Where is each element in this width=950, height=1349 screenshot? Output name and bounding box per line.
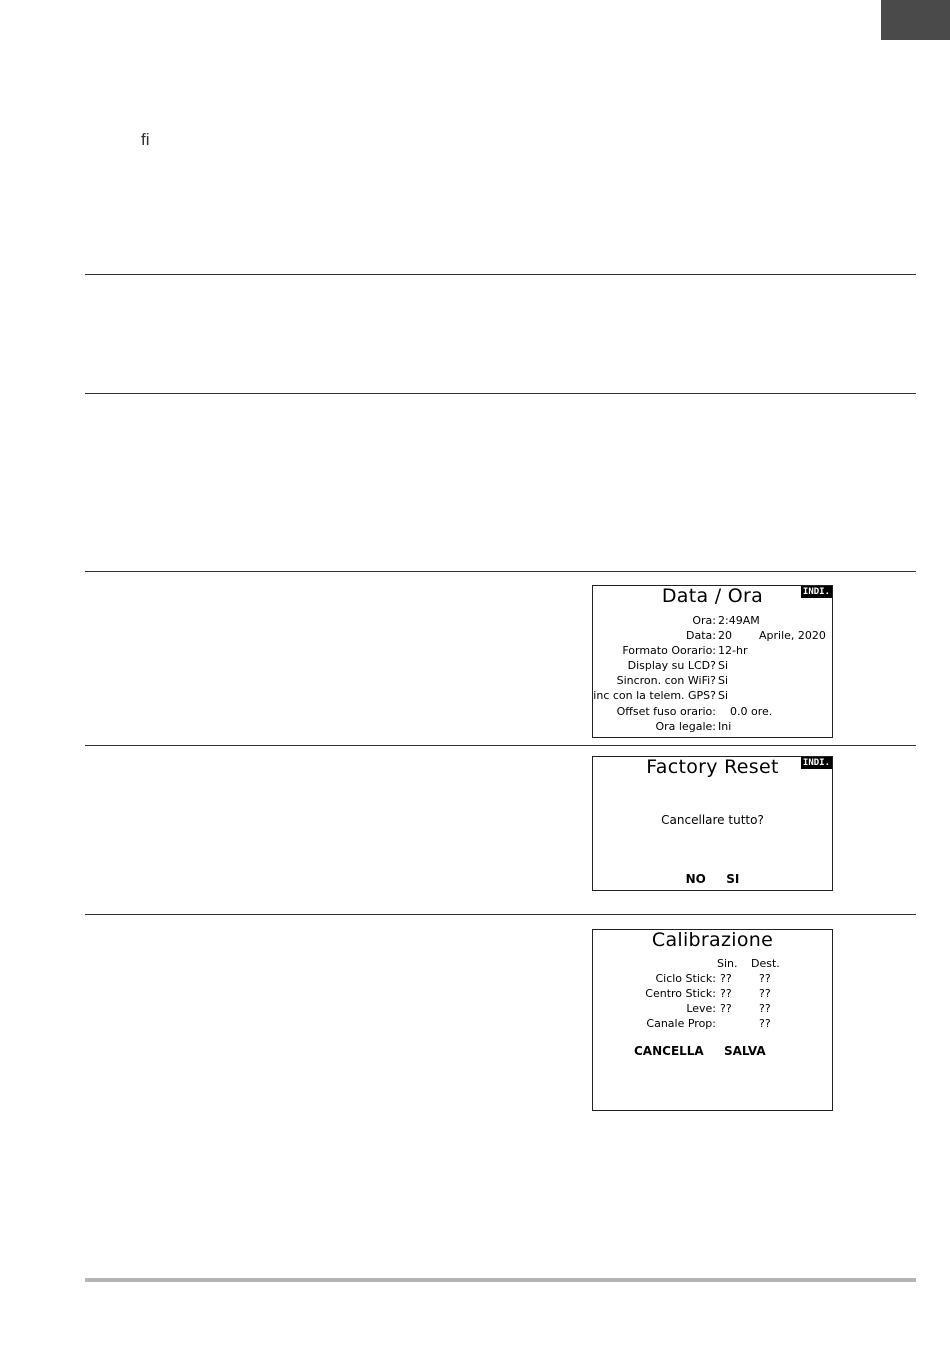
setting-row-gps-sync[interactable] — [593, 688, 832, 703]
setting-label: Formato Oorario: — [622, 644, 716, 657]
stray-glyph: fi — [141, 130, 150, 149]
calibration-screen — [592, 929, 833, 1111]
yes-button[interactable]: SI — [726, 872, 740, 886]
calibration-right-value: ?? — [759, 972, 771, 985]
setting-label: Data: — [686, 629, 716, 642]
setting-label: Offset fuso orario: — [616, 705, 716, 718]
calibration-left-value: ?? — [720, 987, 732, 1000]
setting-row-daylight-saving[interactable] — [593, 719, 832, 734]
section-divider — [85, 571, 916, 572]
screen-title: Data / Ora — [661, 585, 764, 607]
calibration-right-value: ?? — [759, 1017, 771, 1030]
calibration-label: Centro Stick: — [645, 987, 716, 1000]
calibration-row-stick-center — [593, 986, 832, 1001]
screen-title: Factory Reset — [646, 756, 779, 778]
section-divider — [85, 274, 916, 275]
footer-rule — [85, 1278, 916, 1282]
setting-value[interactable]: 12-hr — [718, 644, 748, 657]
no-button[interactable]: NO — [685, 872, 706, 886]
cancel-button[interactable]: CANCELLA — [634, 1044, 704, 1058]
factory-reset-screen — [592, 756, 833, 891]
column-header-left: Sin. — [717, 957, 738, 970]
setting-row-date[interactable] — [593, 628, 832, 643]
section-divider — [85, 745, 916, 746]
setting-value[interactable]: 20 — [718, 629, 732, 642]
setting-value[interactable]: Si — [718, 689, 729, 702]
reset-prompt: Cancellare tutto? — [661, 813, 764, 827]
setting-row-timezone-offset[interactable] — [593, 704, 832, 719]
setting-value-month-year[interactable]: Aprile, 2020 — [759, 629, 826, 642]
calibration-label: Leve: — [686, 1002, 716, 1015]
calibration-header-row — [593, 956, 832, 971]
column-header-right: Dest. — [751, 957, 780, 970]
date-time-screen — [592, 585, 833, 738]
calibration-row-prop-channel — [593, 1016, 832, 1031]
setting-value[interactable]: 0.0 ore. — [730, 705, 773, 718]
setting-row-format[interactable] — [593, 643, 832, 658]
calibration-right-value: ?? — [759, 987, 771, 1000]
setting-value[interactable]: 2:49AM — [718, 614, 760, 627]
setting-row-wifi-sync[interactable] — [593, 673, 832, 688]
indi-badge[interactable]: INDI. — [802, 587, 830, 597]
section-divider — [85, 393, 916, 394]
calibration-right-value: ?? — [759, 1002, 771, 1015]
indi-badge[interactable]: INDI. — [802, 758, 830, 768]
calibration-label: Ciclo Stick: — [655, 972, 716, 985]
setting-row-lcd-display[interactable] — [593, 658, 832, 673]
calibration-row-stick-cycle — [593, 971, 832, 986]
screen-title: Calibrazione — [651, 929, 774, 951]
calibration-label: Canale Prop: — [646, 1017, 716, 1030]
chapter-tab — [881, 0, 950, 40]
setting-value[interactable]: Si — [718, 674, 729, 687]
save-button[interactable]: SALVA — [724, 1044, 766, 1058]
setting-label: Display su LCD? — [627, 659, 716, 672]
section-divider — [85, 914, 916, 915]
setting-label: Ora: — [692, 614, 716, 627]
setting-value[interactable]: Ini — [718, 720, 732, 733]
setting-value[interactable]: Si — [718, 659, 729, 672]
setting-label: Sincron. con WiFi? — [616, 674, 716, 687]
calibration-left-value: ?? — [720, 972, 732, 985]
setting-label: Ora legale: — [655, 720, 716, 733]
calibration-left-value: ?? — [720, 1002, 732, 1015]
setting-row-time[interactable] — [593, 613, 832, 628]
setting-label: inc con la telem. GPS? — [593, 689, 716, 702]
calibration-row-levers — [593, 1001, 832, 1016]
